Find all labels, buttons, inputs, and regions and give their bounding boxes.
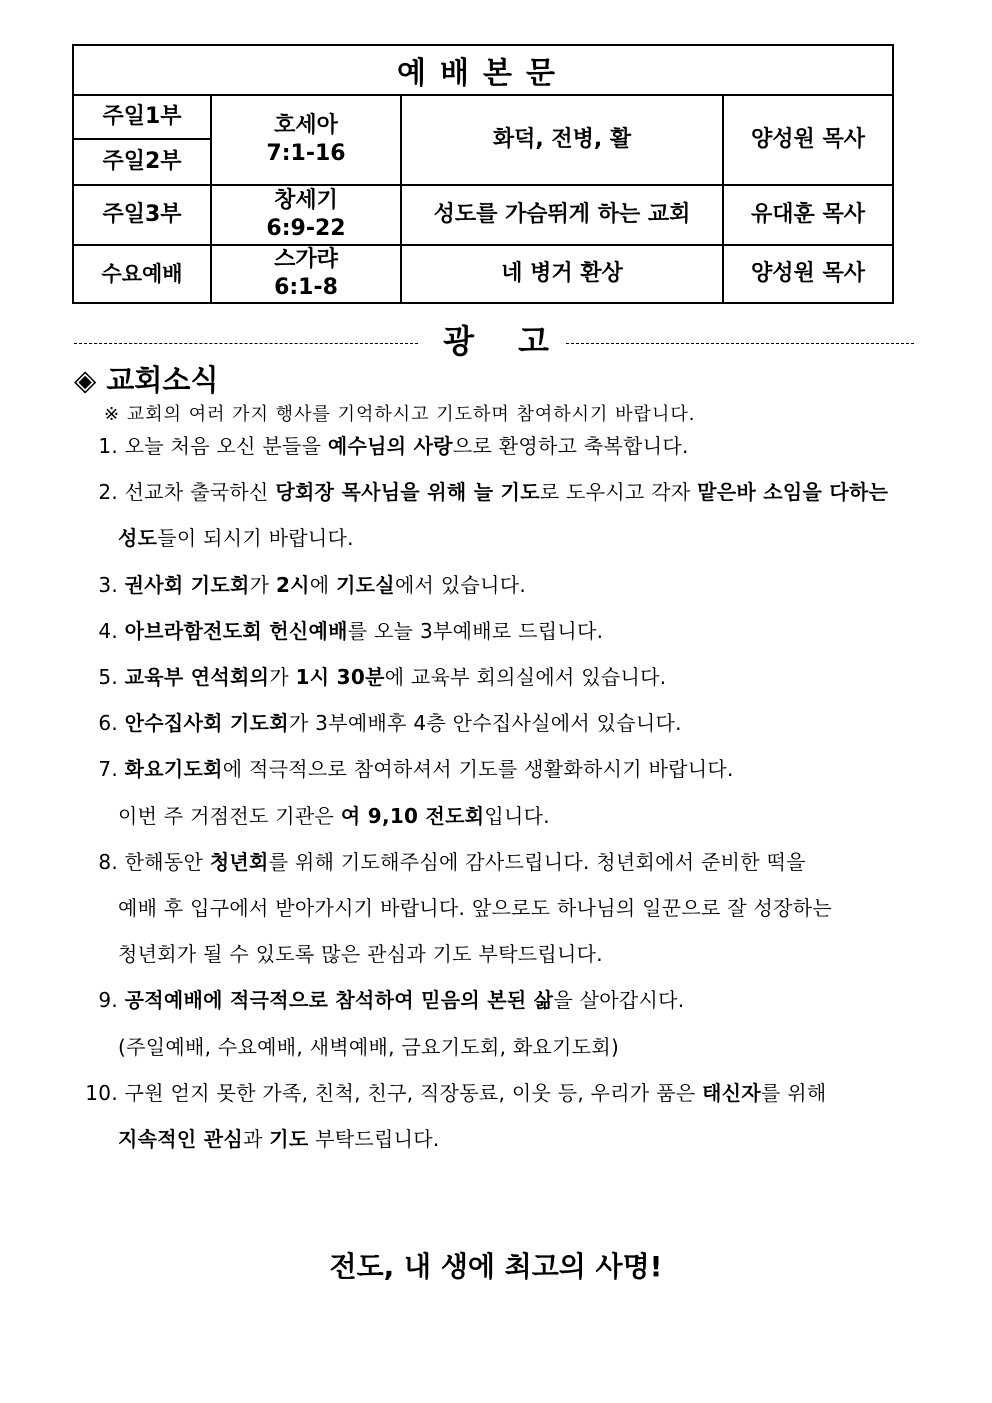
announcement-line	[70, 661, 666, 690]
item-text: 에서 있습니다.	[394, 572, 526, 597]
item-text: 에 적극적으로 참여하셔서 기도를 생활화하시기 바랍니다.	[222, 757, 734, 782]
announcement-line	[70, 753, 734, 782]
scripture-ref: 6:9-22	[266, 216, 346, 241]
item-text: (주일예배, 수요예배, 새벽예배, 금요기도회, 화요기도회)	[118, 1034, 620, 1059]
emphasis-text: 기도	[269, 1127, 309, 1151]
item-text: 한해동안	[124, 849, 210, 874]
item-number: 5.	[98, 665, 118, 689]
service-name: 주일1부	[102, 104, 182, 129]
item-number: 2.	[98, 480, 118, 505]
sermon-title: 화덕, 전병, 활	[492, 127, 632, 152]
item-text: 과	[242, 1127, 270, 1151]
item-text: 에	[309, 572, 337, 597]
schedule-title: 예배본문	[74, 46, 892, 96]
emphasis-text: 공적예배에 적극적으로 참석하여 믿음의 본된 삶	[124, 988, 554, 1013]
service-name: 주일2부	[102, 149, 182, 174]
emphasis-text: 여 9,10 전도회	[340, 803, 485, 828]
item-text: 들이 되시기 바랍니다.	[157, 526, 354, 551]
emphasis-text: 아브라함전도회 헌신예배	[124, 618, 348, 643]
emphasis-text: 당회장 목사님을 위해 늘 기도	[275, 480, 540, 505]
emphasis-text: 안수집사회 기도회	[124, 711, 289, 736]
scripture-ref: 6:1-8	[274, 275, 338, 300]
item-text: 에 교육부 회의실에서 있습니다.	[384, 665, 667, 689]
item-text: 가	[269, 665, 296, 689]
section-note: ※ 교회의 여러 가지 행사를 기억하시고 기도하며 참여하시기 바랍니다.	[104, 404, 696, 425]
item-number: 9.	[98, 988, 118, 1013]
announcement-line	[70, 569, 526, 598]
item-number: 7.	[98, 757, 118, 782]
announcement-line	[70, 800, 550, 829]
emphasis-text: 2시	[275, 572, 310, 597]
announcement-line	[70, 892, 832, 921]
announcement-line	[70, 846, 806, 875]
item-text: 가	[249, 572, 276, 597]
item-number: 8.	[98, 849, 118, 874]
item-text: 청년회가 될 수 있도록 많은 관심과 기도 부탁드립니다.	[118, 942, 603, 967]
announcement-line	[70, 522, 354, 551]
item-text: 를 오늘 3부예배로 드립니다.	[347, 618, 604, 643]
announcements-title: 광고	[443, 322, 593, 360]
item-text: 을 살아갑시다.	[553, 988, 685, 1013]
announcement-line	[70, 476, 888, 505]
section-title: ◈ 교회소식	[74, 363, 219, 397]
scripture-book: 호세아	[274, 113, 338, 138]
item-number: 1.	[98, 434, 118, 458]
service-name: 수요예배	[101, 262, 183, 286]
item-text: 부탁드립니다.	[308, 1127, 440, 1151]
announcement-line	[70, 430, 689, 459]
scripture-ref: 7:1-16	[266, 141, 346, 166]
scripture-cell	[212, 186, 400, 244]
scripture-cell	[212, 246, 400, 302]
announcement-line	[70, 615, 603, 644]
emphasis-text: 지속적인 관심	[118, 1127, 243, 1151]
item-number: 10.	[85, 1080, 118, 1105]
emphasis-text: 교육부 연석회의	[124, 665, 270, 689]
announcement-line	[70, 1031, 619, 1060]
item-text: 이번 주 거점전도 기관은	[118, 803, 341, 828]
emphasis-text: 성도	[118, 526, 158, 551]
emphasis-text: 화요기도회	[124, 757, 223, 782]
preacher: 양성원 목사	[751, 261, 865, 286]
announcement-line	[70, 707, 682, 736]
item-text: 오늘 처음 오신 분들을	[124, 434, 328, 458]
sermon-title: 네 병거 환상	[501, 261, 623, 286]
announcement-line	[70, 984, 684, 1013]
announcement-line	[70, 938, 603, 967]
item-text: 선교차 출국하신	[124, 480, 276, 505]
item-text: 를 위해 기도해주심에 감사드립니다. 청년회에서 준비한 떡을	[268, 849, 806, 874]
item-number: 4.	[98, 618, 118, 643]
item-text: 예배 후 입구에서 받아가시기 바랍니다. 앞으로도 하나님의 일꾼으로 잘 성장하는	[118, 896, 833, 920]
preacher: 양성원 목사	[751, 127, 865, 152]
item-number: 3.	[98, 572, 118, 597]
scripture-cell	[212, 96, 400, 184]
emphasis-text: 청년회	[209, 849, 269, 874]
sermon-title: 성도를 가슴뛰게 하는 교회	[433, 202, 691, 227]
emphasis-text: 예수님의 사랑	[327, 434, 453, 458]
item-text: 로 도우시고 각자	[539, 480, 698, 505]
announcement-line	[70, 1123, 440, 1152]
scripture-book: 스가랴	[274, 247, 338, 272]
emphasis-text: 1시 30분	[295, 665, 385, 689]
emphasis-text: 맡은바 소임을 다하는	[697, 480, 889, 505]
item-text: 구원 얻지 못한 가족, 친척, 친구, 직장동료, 이웃 등, 우리가 품은	[124, 1080, 703, 1105]
service-name: 주일3부	[102, 202, 182, 227]
worship-schedule-table	[72, 44, 894, 304]
emphasis-text: 태신자	[702, 1080, 761, 1105]
item-text: 입니다.	[484, 803, 550, 828]
emphasis-text: 기도실	[336, 572, 395, 597]
item-text: 를 위해	[760, 1080, 827, 1105]
item-text: 으로 환영하고 축복합니다.	[452, 434, 689, 458]
scripture-book: 창세기	[274, 188, 338, 213]
slogan: 전도, 내 생에 최고의 사명!	[329, 1250, 663, 1283]
preacher: 유대훈 목사	[751, 202, 865, 227]
emphasis-text: 권사회 기도회	[124, 572, 250, 597]
item-text: 가 3부예배후 4층 안수집사실에서 있습니다.	[288, 711, 682, 736]
item-number: 6.	[98, 711, 118, 736]
announcement-line	[70, 1077, 826, 1106]
